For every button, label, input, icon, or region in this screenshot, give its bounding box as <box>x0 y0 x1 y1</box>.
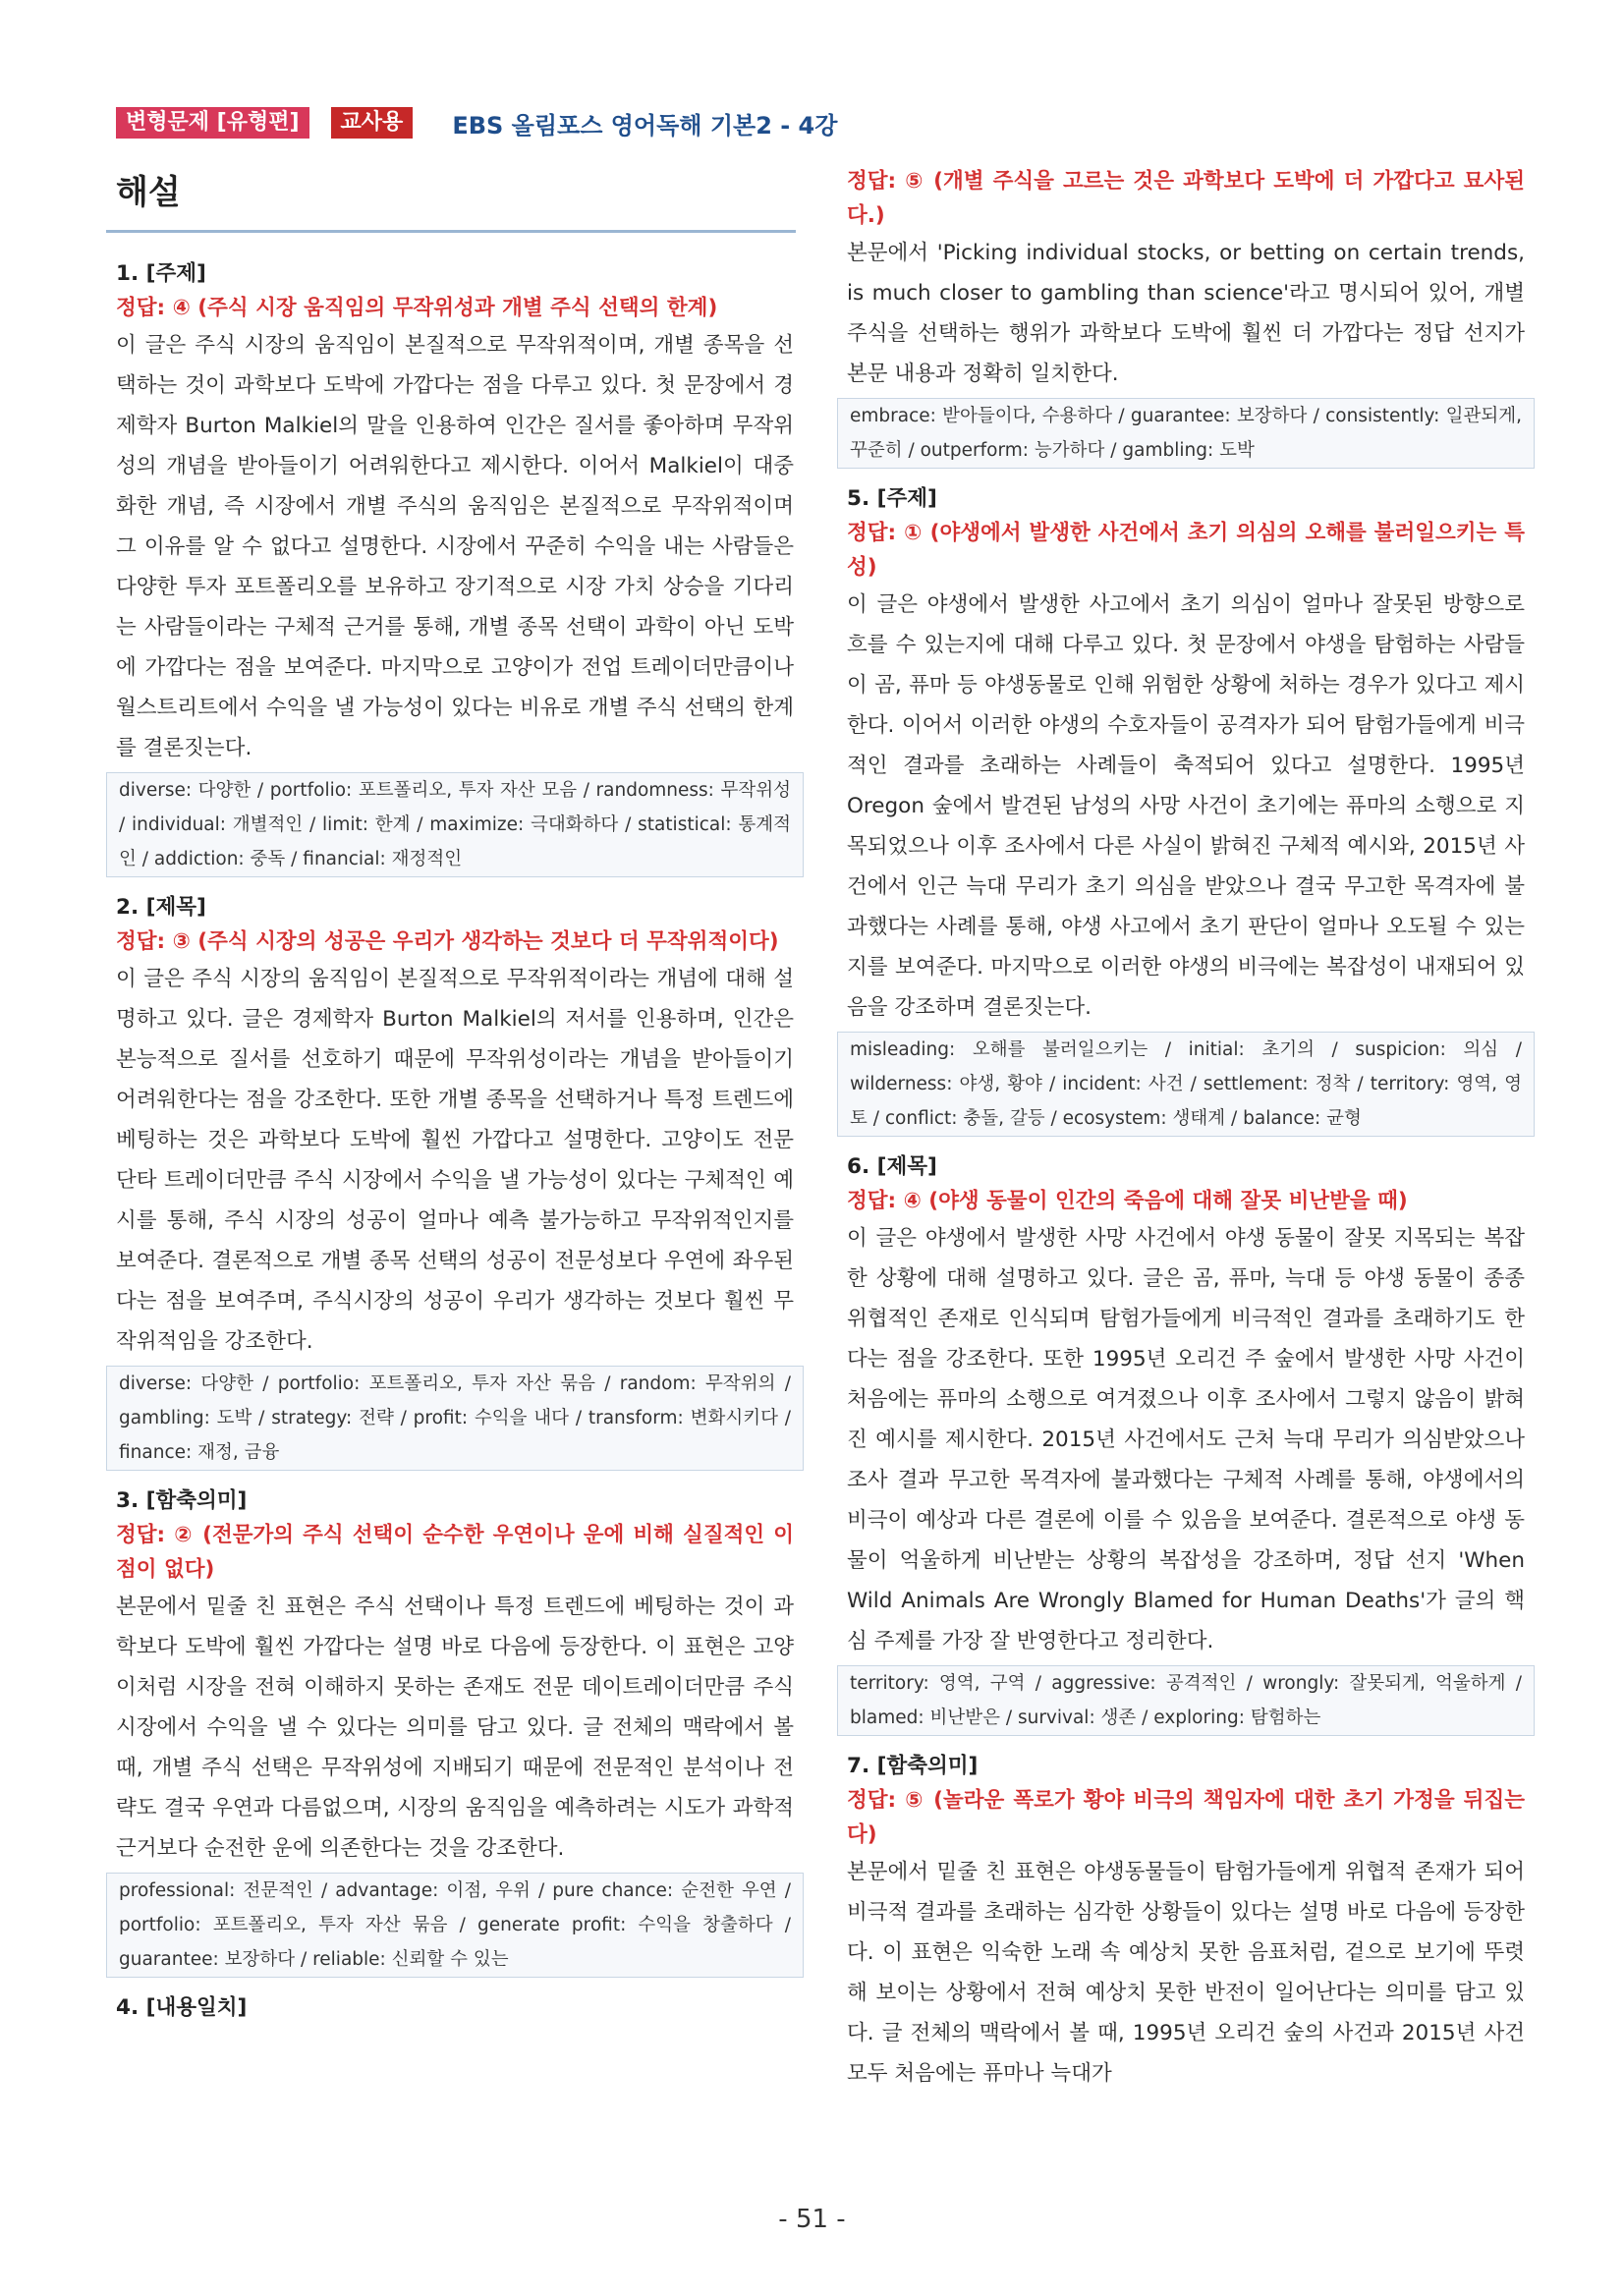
q7-answer: 정답: ⑤ (놀라운 폭로가 황야 비극의 책임자에 대한 초기 가정을 뒤집는다) <box>847 1788 1525 1847</box>
page-header <box>116 106 837 140</box>
type-tag: 변형문제 [유형편] <box>116 107 309 139</box>
q2-vocab-box: diverse: 다양한 / portfolio: 포트폴리오, 투자 자산 묶음 / random: 무작위의 / gambling: 도박 / strategy: 전략 / profit: 수익을 내다 / transform: 변화시키다 / finance: 재정, 금융 <box>106 1366 804 1471</box>
q4-explanation: 본문에서 'Picking individual stocks, or betting on certain trends, is much closer to gambling than science'라고 명시되어 있어, 개별 주식을 선택하는 행위가 과학보다 도박에 훨씬 더 가깝다는 정답 선지가 본문 내용과 정확히 일치한다. <box>847 241 1525 386</box>
q1-heading: 1. [주제] <box>116 261 206 286</box>
header-title: EBS 올림포스 영어독해 기본2 - 4강 <box>452 111 838 140</box>
q6-explanation: 이 글은 야생에서 발생한 사망 사건에서 야생 동물이 잘못 지목되는 복잡한 상황에 대해 설명하고 있다. 글은 곰, 퓨마, 늑대 등 야생 동물이 종종 위협적인 존재로 인식되며 탐험가들에게 비극적인 결과를 초래하기도 한다는 점을 강조한다. 또한 1995년 오리건 주 숲에서 발생한 사망 사건이 처음에는 퓨마의 소행으로 여겨졌으나 이후 조사에서 그렇지 않음이 밝혀진 예시를 제시한다. 2015년 사건에서도 근처 늑대 무리가 의심받았으나 조사 결과 무고한 목격자에 불과했다는 구체적 사례를 통해, 야생에서의 비극이 예상과 다른 결론에 이를 수 있음을 보여준다. 결론적으로 야생 동물이 억울하게 비난받는 상황의 복잡성을 강조하며, 정답 선지 'When Wild Animals Are Wrongly Blamed for Human Deaths'가 글의 핵심 주제를 가장 잘 반영한다고 정리한다. <box>847 1226 1525 1653</box>
q1-vocab-box: diverse: 다양한 / portfolio: 포트폴리오, 투자 자산 모음 / randomness: 무작위성 / individual: 개별적인 / limit: 한계 / maximize: 극대화하다 / statistical: 통계적인 / addiction: 중독 / financial: 재정적인 <box>106 772 804 877</box>
q5-vocab-box: misleading: 오해를 불러일으키는 / initial: 초기의 / suspicion: 의심 / wilderness: 야생, 황야 / incident: 사건 / settlement: 정착 / territory: 영역, 영토 / conflict: 충돌, 갈등 / ecosystem: 생태계 / balance: 균형 <box>837 1032 1535 1137</box>
q2-answer: 정답: ③ (주식 시장의 성공은 우리가 생각하는 것보다 더 무작위적이다) <box>116 929 779 954</box>
title-divider <box>106 230 796 233</box>
q1-explanation: 이 글은 주식 시장의 움직임이 본질적으로 무작위적이며, 개별 종목을 선택하는 것이 과학보다 도박에 가깝다는 점을 다루고 있다. 첫 문장에서 경제학자 Burton Malkiel의 말을 인용하여 인간은 질서를 좋아하며 무작위성의 개념을 받아들이기 어려워한다고 제시한다. 이어서 Malkiel이 대중화한 개념, 즉 시장에서 개별 주식의 움직임은 본질적으로 무작위적이며 그 이유를 알 수 없다고 설명한다. 시장에서 꾸준히 수익을 내는 사람들은 다양한 투자 포트폴리오를 보유하고 장기적으로 시장 가치 상승을 기다리는 사람들이라는 구체적 근거를 통해, 개별 종목 선택이 과학이 아닌 도박에 가깝다는 점을 보여준다. 마지막으로 고양이가 전업 트레이더만큼이나 월스트리트에서 수익을 낼 가능성이 있다는 비유로 개별 주식 선택의 한계를 결론짓는다. <box>116 333 794 760</box>
q2-explanation: 이 글은 주식 시장의 움직임이 본질적으로 무작위적이라는 개념에 대해 설명하고 있다. 글은 경제학자 Burton Malkiel의 저서를 인용하며, 인간은 본능적으로 질서를 선호하기 때문에 무작위성이라는 개념을 받아들이기 어려워한다는 점을 강조한다. 또한 개별 종목을 선택하거나 특정 트렌드에 베팅하는 것은 과학보다 도박에 훨씬 가깝다고 설명한다. 고양이도 전문 단타 트레이더만큼 주식 시장에서 수익을 낼 가능성이 있다는 구체적인 예시를 통해, 주식 시장의 성공이 얼마나 예측 불가능하고 무작위적인지를 보여준다. 결론적으로 개별 종목 선택의 성공이 전문성보다 우연에 좌우된다는 점을 보여주며, 주식시장의 성공이 우리가 생각하는 것보다 훨씬 무작위적임을 강조한다. <box>116 967 794 1354</box>
q1-answer: 정답: ④ (주식 시장 움직임의 무작위성과 개별 주식 선택의 한계) <box>116 296 718 320</box>
q3-answer: 정답: ② (전문가의 주식 선택이 순수한 우연이나 운에 비해 실질적인 이점이 없다) <box>116 1523 794 1582</box>
q5-answer: 정답: ① (야생에서 발생한 사건에서 초기 의심의 오해를 불러일으키는 특성) <box>847 521 1525 580</box>
q3-heading: 3. [함축의미] <box>116 1488 248 1513</box>
q4-heading: 4. [내용일치] <box>116 1995 248 2020</box>
left-column <box>116 252 794 2025</box>
right-column <box>847 164 1525 2094</box>
q4-answer: 정답: ⑤ (개별 주식을 고르는 것은 과학보다 도박에 더 가깝다고 묘사된다.) <box>847 169 1525 228</box>
q4-vocab-box: embrace: 받아들이다, 수용하다 / guarantee: 보장하다 / consistently: 일관되게, 꾸준히 / outperform: 능가하다 / gambling: 도박 <box>837 398 1535 469</box>
teacher-tag: 교사용 <box>331 107 414 139</box>
q7-heading: 7. [함축의미] <box>847 1754 979 1778</box>
q3-explanation: 본문에서 밑줄 친 표현은 주식 선택이나 특정 트렌드에 베팅하는 것이 과학보다 도박에 훨씬 가깝다는 설명 바로 다음에 등장한다. 이 표현은 고양이처럼 시장을 전혀 이해하지 못하는 존재도 전문 데이트레이더만큼 주식 시장에서 수익을 낼 수 있다는 의미를 담고 있다. 글 전체의 맥락에서 볼 때, 개별 주식 선택은 무작위성에 지배되기 때문에 전문적인 분석이나 전략도 결국 우연과 다름없으며, 시장의 움직임을 예측하려는 시도가 과학적 근거보다 순전한 운에 의존한다는 것을 강조한다. <box>116 1595 794 1861</box>
q7-explanation: 본문에서 밑줄 친 표현은 야생동물들이 탐험가들에게 위협적 존재가 되어 비극적 결과를 초래하는 심각한 상황들이 있다는 설명 바로 다음에 등장한다. 이 표현은 익숙한 노래 속 예상치 못한 음표처럼, 겉으로 보기에 뚜렷해 보이는 상황에서 전혀 예상치 못한 반전이 일어난다는 의미를 담고 있다. 글 전체의 맥락에서 볼 때, 1995년 오리건 숲의 사건과 2015년 사건 모두 처음에는 퓨마나 늑대가 <box>847 1860 1525 2086</box>
page-number: - 51 - <box>778 2205 846 2234</box>
q6-vocab-box: territory: 영역, 구역 / aggressive: 공격적인 / wrongly: 잘못되게, 억울하게 / blamed: 비난받은 / survival: 생존 / exploring: 탐험하는 <box>837 1665 1535 1736</box>
section-title: 해설 <box>116 173 181 212</box>
q2-heading: 2. [제목] <box>116 895 206 920</box>
q5-heading: 5. [주제] <box>847 486 937 511</box>
q6-answer: 정답: ④ (야생 동물이 인간의 죽음에 대해 잘못 비난받을 때) <box>847 1189 1408 1213</box>
q6-heading: 6. [제목] <box>847 1154 937 1179</box>
q3-vocab-box: professional: 전문적인 / advantage: 이점, 우위 / pure chance: 순전한 우연 / portfolio: 포트폴리오, 투자 자산 묶음 / generate profit: 수익을 창출하다 / guarantee: 보장하다 / reliable: 신뢰할 수 있는 <box>106 1873 804 1978</box>
q5-explanation: 이 글은 야생에서 발생한 사고에서 초기 의심이 얼마나 잘못된 방향으로 흐를 수 있는지에 대해 다루고 있다. 첫 문장에서 야생을 탐험하는 사람들이 곰, 퓨마 등 야생동물로 인해 위험한 상황에 처하는 경우가 있다고 제시한다. 이어서 이러한 야생의 수호자들이 공격자가 되어 탐험가들에게 비극적인 결과를 초래하는 사례들이 축적되어 있다고 설명한다. 1995년 Oregon 숲에서 발견된 남성의 사망 사건이 초기에는 퓨마의 소행으로 지목되었으나 이후 조사에서 다른 사실이 밝혀진 구체적 예시와, 2015년 사건에서 인근 늑대 무리가 초기 의심을 받았으나 결국 무고한 목격자에 불과했다는 사례를 통해, 야생 사고에서 초기 판단이 얼마나 오도될 수 있는지를 보여준다. 마지막으로 이러한 야생의 비극에는 복잡성이 내재되어 있음을 강조하며 결론짓는다. <box>847 592 1525 1020</box>
